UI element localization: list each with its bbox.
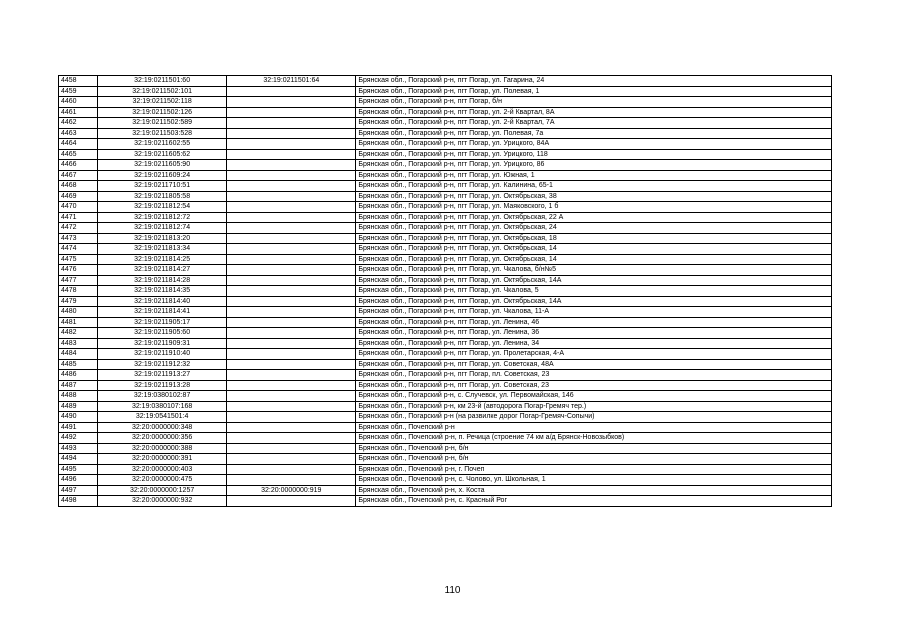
cadastral-number-cell: 32:19:0380107:168	[98, 401, 227, 412]
address-cell: Брянская обл., Погарский р-н, пгт Погар, ул. Октябрьская, 24	[356, 223, 832, 234]
address-cell: Брянская обл., Погарский р-н, пгт Погар, ул. Полевая, 1	[356, 86, 832, 97]
table-row	[59, 191, 832, 202]
linked-cadastral-number-cell	[227, 338, 356, 349]
row-number-cell: 4491	[59, 422, 98, 433]
address-cell: Брянская обл., Погарский р-н, пгт Погар, ул. Советская, 23	[356, 380, 832, 391]
row-number-cell: 4490	[59, 412, 98, 423]
cadastral-number-cell: 32:19:0211602:55	[98, 139, 227, 150]
address-cell: Брянская обл., Погарский р-н, пгт Погар, ул. 2-й Квартал, 8А	[356, 107, 832, 118]
row-number-cell: 4473	[59, 233, 98, 244]
linked-cadastral-number-cell	[227, 454, 356, 465]
cadastral-number-cell: 32:19:0211805:58	[98, 191, 227, 202]
cadastral-number-cell: 32:20:0000000:403	[98, 464, 227, 475]
table-row	[59, 223, 832, 234]
table-row	[59, 76, 832, 87]
linked-cadastral-number-cell	[227, 118, 356, 129]
row-number-cell: 4485	[59, 359, 98, 370]
cadastral-number-cell: 32:19:0211812:72	[98, 212, 227, 223]
table-row	[59, 328, 832, 339]
address-cell: Брянская обл., Погарский р-н, пгт Погар, ул. Калинина, 65-1	[356, 181, 832, 192]
linked-cadastral-number-cell	[227, 170, 356, 181]
table-row	[59, 433, 832, 444]
table-row	[59, 265, 832, 276]
address-cell: Брянская обл., Погарский р-н, пгт Погар, ул. Южная, 1	[356, 170, 832, 181]
table-row	[59, 128, 832, 139]
table-row	[59, 139, 832, 150]
table-row	[59, 370, 832, 381]
linked-cadastral-number-cell	[227, 443, 356, 454]
table-row	[59, 181, 832, 192]
address-cell: Брянская обл., Погарский р-н, пгт Погар, ул. Урицкого, 118	[356, 149, 832, 160]
address-cell: Брянская обл., Погарский р-н, пгт Погар, ул. Октябрьская, 14А	[356, 275, 832, 286]
table-row	[59, 275, 832, 286]
address-cell: Брянская обл., Погарский р-н, пгт Погар, ул. 2-й Квартал, 7А	[356, 118, 832, 129]
row-number-cell: 4466	[59, 160, 98, 171]
cadastral-number-cell: 32:20:0000000:932	[98, 496, 227, 507]
table-row	[59, 244, 832, 255]
row-number-cell: 4465	[59, 149, 98, 160]
cadastral-number-cell: 32:19:0211502:101	[98, 86, 227, 97]
cadastral-number-cell: 32:19:0541501:4	[98, 412, 227, 423]
address-cell: Брянская обл., Погарский р-н, пгт Погар, ул. Чкалова, б/н№5	[356, 265, 832, 276]
cadastral-number-cell: 32:19:0211813:20	[98, 233, 227, 244]
address-cell: Брянская обл., Погарский р-н, км 23-й (автодорога Погар-Гремяч тер.)	[356, 401, 832, 412]
row-number-cell: 4463	[59, 128, 98, 139]
linked-cadastral-number-cell	[227, 475, 356, 486]
row-number-cell: 4489	[59, 401, 98, 412]
cadastral-number-cell: 32:19:0211812:54	[98, 202, 227, 213]
table-row	[59, 475, 832, 486]
cadastral-number-cell: 32:19:0380102:87	[98, 391, 227, 402]
registry-table-body	[59, 76, 832, 507]
row-number-cell: 4488	[59, 391, 98, 402]
linked-cadastral-number-cell	[227, 160, 356, 171]
table-row	[59, 359, 832, 370]
address-cell: Брянская обл., Погарский р-н, пгт Погар, б/н	[356, 97, 832, 108]
row-number-cell: 4470	[59, 202, 98, 213]
address-cell: Брянская обл., Погарский р-н, пгт Погар, ул. Октябрьская, 14	[356, 244, 832, 255]
linked-cadastral-number-cell	[227, 97, 356, 108]
table-row	[59, 118, 832, 129]
row-number-cell: 4461	[59, 107, 98, 118]
row-number-cell: 4482	[59, 328, 98, 339]
cadastral-number-cell: 32:20:0000000:391	[98, 454, 227, 465]
row-number-cell: 4493	[59, 443, 98, 454]
cadastral-number-cell: 32:19:0211814:35	[98, 286, 227, 297]
table-row	[59, 97, 832, 108]
linked-cadastral-number-cell	[227, 265, 356, 276]
linked-cadastral-number-cell	[227, 191, 356, 202]
address-cell: Брянская обл., Погарский р-н, пгт Погар, ул. Октябрьская, 22 А	[356, 212, 832, 223]
cadastral-number-cell: 32:20:0000000:475	[98, 475, 227, 486]
address-cell: Брянская обл., Почепский р-н, б/н	[356, 454, 832, 465]
address-cell: Брянская обл., Почепский р-н, г. Почеп	[356, 464, 832, 475]
cadastral-number-cell: 32:19:0211913:27	[98, 370, 227, 381]
cadastral-number-cell: 32:19:0211605:62	[98, 149, 227, 160]
address-cell: Брянская обл., Погарский р-н, с. Случевск, ул. Первомайская, 146	[356, 391, 832, 402]
row-number-cell: 4487	[59, 380, 98, 391]
cadastral-number-cell: 32:19:0211814:41	[98, 307, 227, 318]
cadastral-number-cell: 32:19:0211912:32	[98, 359, 227, 370]
linked-cadastral-number-cell	[227, 380, 356, 391]
table-row	[59, 412, 832, 423]
linked-cadastral-number-cell	[227, 391, 356, 402]
address-cell: Брянская обл., Почепский р-н, п. Речица (строение 74 км а/д Брянск-Новозыбков)	[356, 433, 832, 444]
linked-cadastral-number-cell	[227, 128, 356, 139]
cadastral-number-cell: 32:19:0211503:528	[98, 128, 227, 139]
row-number-cell: 4476	[59, 265, 98, 276]
address-cell: Брянская обл., Погарский р-н, пгт Погар, ул. Ленина, 46	[356, 317, 832, 328]
address-cell: Брянская обл., Почепский р-н, с. Красный Рог	[356, 496, 832, 507]
cadastral-number-cell: 32:19:0211710:51	[98, 181, 227, 192]
cadastral-number-cell: 32:19:0211913:28	[98, 380, 227, 391]
address-cell: Брянская обл., Погарский р-н (на развилке дорог Погар-Гремяч-Сопычи)	[356, 412, 832, 423]
address-cell: Брянская обл., Почепский р-н, б/н	[356, 443, 832, 454]
row-number-cell: 4471	[59, 212, 98, 223]
address-cell: Брянская обл., Погарский р-н, пгт Погар, пл. Советская, 23	[356, 370, 832, 381]
cadastral-number-cell: 32:20:0000000:356	[98, 433, 227, 444]
row-number-cell: 4477	[59, 275, 98, 286]
linked-cadastral-number-cell	[227, 496, 356, 507]
table-row	[59, 454, 832, 465]
address-cell: Брянская обл., Погарский р-н, пгт Погар, ул. Октябрьская, 14А	[356, 296, 832, 307]
row-number-cell: 4464	[59, 139, 98, 150]
table-row	[59, 233, 832, 244]
row-number-cell: 4474	[59, 244, 98, 255]
address-cell: Брянская обл., Погарский р-н, пгт Погар, ул. Полевая, 7а	[356, 128, 832, 139]
linked-cadastral-number-cell	[227, 422, 356, 433]
table-row	[59, 338, 832, 349]
cadastral-number-cell: 32:19:0211814:40	[98, 296, 227, 307]
cadastral-number-cell: 32:19:0211910:40	[98, 349, 227, 360]
address-cell: Брянская обл., Почепский р-н, х. Коста	[356, 485, 832, 496]
linked-cadastral-number-cell	[227, 464, 356, 475]
address-cell: Брянская обл., Погарский р-н, пгт Погар, ул. Урицкого, 86	[356, 160, 832, 171]
table-row	[59, 160, 832, 171]
linked-cadastral-number-cell	[227, 370, 356, 381]
linked-cadastral-number-cell	[227, 223, 356, 234]
table-row	[59, 286, 832, 297]
table-row	[59, 296, 832, 307]
registry-table	[58, 75, 832, 507]
linked-cadastral-number-cell	[227, 107, 356, 118]
linked-cadastral-number-cell	[227, 244, 356, 255]
row-number-cell: 4460	[59, 97, 98, 108]
cadastral-number-cell: 32:20:0000000:348	[98, 422, 227, 433]
address-cell: Брянская обл., Погарский р-н, пгт Погар, ул. Гагарина, 24	[356, 76, 832, 87]
row-number-cell: 4486	[59, 370, 98, 381]
linked-cadastral-number-cell	[227, 139, 356, 150]
address-cell: Брянская обл., Погарский р-н, пгт Погар, ул. Советская, 48А	[356, 359, 832, 370]
table-row	[59, 349, 832, 360]
linked-cadastral-number-cell	[227, 233, 356, 244]
row-number-cell: 4495	[59, 464, 98, 475]
linked-cadastral-number-cell	[227, 181, 356, 192]
linked-cadastral-number-cell	[227, 212, 356, 223]
linked-cadastral-number-cell	[227, 286, 356, 297]
row-number-cell: 4494	[59, 454, 98, 465]
row-number-cell: 4478	[59, 286, 98, 297]
address-cell: Брянская обл., Почепский р-н, с. Чолово, ул. Школьная, 1	[356, 475, 832, 486]
cadastral-number-cell: 32:20:0000000:1257	[98, 485, 227, 496]
table-row	[59, 254, 832, 265]
linked-cadastral-number-cell	[227, 349, 356, 360]
table-row	[59, 317, 832, 328]
cadastral-number-cell: 32:19:0211605:90	[98, 160, 227, 171]
table-row	[59, 464, 832, 475]
row-number-cell: 4475	[59, 254, 98, 265]
table-row	[59, 380, 832, 391]
table-row	[59, 422, 832, 433]
row-number-cell: 4492	[59, 433, 98, 444]
address-cell: Брянская обл., Погарский р-н, пгт Погар, ул. Ленина, 36	[356, 328, 832, 339]
linked-cadastral-number-cell	[227, 412, 356, 423]
linked-cadastral-number-cell	[227, 149, 356, 160]
row-number-cell: 4484	[59, 349, 98, 360]
address-cell: Брянская обл., Почепский р-н	[356, 422, 832, 433]
row-number-cell: 4458	[59, 76, 98, 87]
table-row	[59, 496, 832, 507]
table-row	[59, 202, 832, 213]
address-cell: Брянская обл., Погарский р-н, пгт Погар, ул. Маяковского, 1 б	[356, 202, 832, 213]
cadastral-number-cell: 32:19:0211814:27	[98, 265, 227, 276]
linked-cadastral-number-cell	[227, 275, 356, 286]
row-number-cell: 4462	[59, 118, 98, 129]
linked-cadastral-number-cell	[227, 307, 356, 318]
linked-cadastral-number-cell	[227, 86, 356, 97]
address-cell: Брянская обл., Погарский р-н, пгт Погар, ул. Ленина, 34	[356, 338, 832, 349]
linked-cadastral-number-cell	[227, 401, 356, 412]
address-cell: Брянская обл., Погарский р-н, пгт Погар, ул. Урицкого, 84А	[356, 139, 832, 150]
cadastral-number-cell: 32:19:0211502:126	[98, 107, 227, 118]
linked-cadastral-number-cell	[227, 359, 356, 370]
cadastral-number-cell: 32:19:0211501:60	[98, 76, 227, 87]
row-number-cell: 4483	[59, 338, 98, 349]
address-cell: Брянская обл., Погарский р-н, пгт Погар, ул. Октябрьская, 14	[356, 254, 832, 265]
cadastral-number-cell: 32:19:0211502:589	[98, 118, 227, 129]
cadastral-number-cell: 32:19:0211812:74	[98, 223, 227, 234]
address-cell: Брянская обл., Погарский р-н, пгт Погар, ул. Октябрьская, 18	[356, 233, 832, 244]
row-number-cell: 4497	[59, 485, 98, 496]
cadastral-number-cell: 32:19:0211905:17	[98, 317, 227, 328]
cadastral-number-cell: 32:19:0211909:31	[98, 338, 227, 349]
row-number-cell: 4496	[59, 475, 98, 486]
linked-cadastral-number-cell	[227, 328, 356, 339]
linked-cadastral-number-cell	[227, 296, 356, 307]
row-number-cell: 4472	[59, 223, 98, 234]
row-number-cell: 4498	[59, 496, 98, 507]
linked-cadastral-number-cell	[227, 433, 356, 444]
linked-cadastral-number-cell: 32:20:0000000:919	[227, 485, 356, 496]
row-number-cell: 4479	[59, 296, 98, 307]
linked-cadastral-number-cell	[227, 202, 356, 213]
table-row	[59, 170, 832, 181]
table-row	[59, 86, 832, 97]
address-cell: Брянская обл., Погарский р-н, пгт Погар, ул. Пролетарская, 4-А	[356, 349, 832, 360]
cadastral-number-cell: 32:19:0211905:60	[98, 328, 227, 339]
row-number-cell: 4480	[59, 307, 98, 318]
table-row	[59, 401, 832, 412]
cadastral-number-cell: 32:20:0000000:388	[98, 443, 227, 454]
cadastral-number-cell: 32:19:0211609:24	[98, 170, 227, 181]
table-row	[59, 212, 832, 223]
linked-cadastral-number-cell	[227, 317, 356, 328]
table-row	[59, 443, 832, 454]
cadastral-number-cell: 32:19:0211814:28	[98, 275, 227, 286]
address-cell: Брянская обл., Погарский р-н, пгт Погар, ул. Чкалова, 11-А	[356, 307, 832, 318]
address-cell: Брянская обл., Погарский р-н, пгт Погар, ул. Октябрьская, 38	[356, 191, 832, 202]
row-number-cell: 4467	[59, 170, 98, 181]
table-row	[59, 391, 832, 402]
linked-cadastral-number-cell: 32:19:0211501:64	[227, 76, 356, 87]
table-row	[59, 307, 832, 318]
table-row	[59, 149, 832, 160]
linked-cadastral-number-cell	[227, 254, 356, 265]
row-number-cell: 4481	[59, 317, 98, 328]
row-number-cell: 4469	[59, 191, 98, 202]
row-number-cell: 4468	[59, 181, 98, 192]
table-row	[59, 107, 832, 118]
cadastral-number-cell: 32:19:0211814:25	[98, 254, 227, 265]
table-row	[59, 485, 832, 496]
cadastral-number-cell: 32:19:0211813:34	[98, 244, 227, 255]
page-number: 110	[444, 585, 461, 596]
address-cell: Брянская обл., Погарский р-н, пгт Погар, ул. Чкалова, 5	[356, 286, 832, 297]
cadastral-number-cell: 32:19:0211502:118	[98, 97, 227, 108]
row-number-cell: 4459	[59, 86, 98, 97]
